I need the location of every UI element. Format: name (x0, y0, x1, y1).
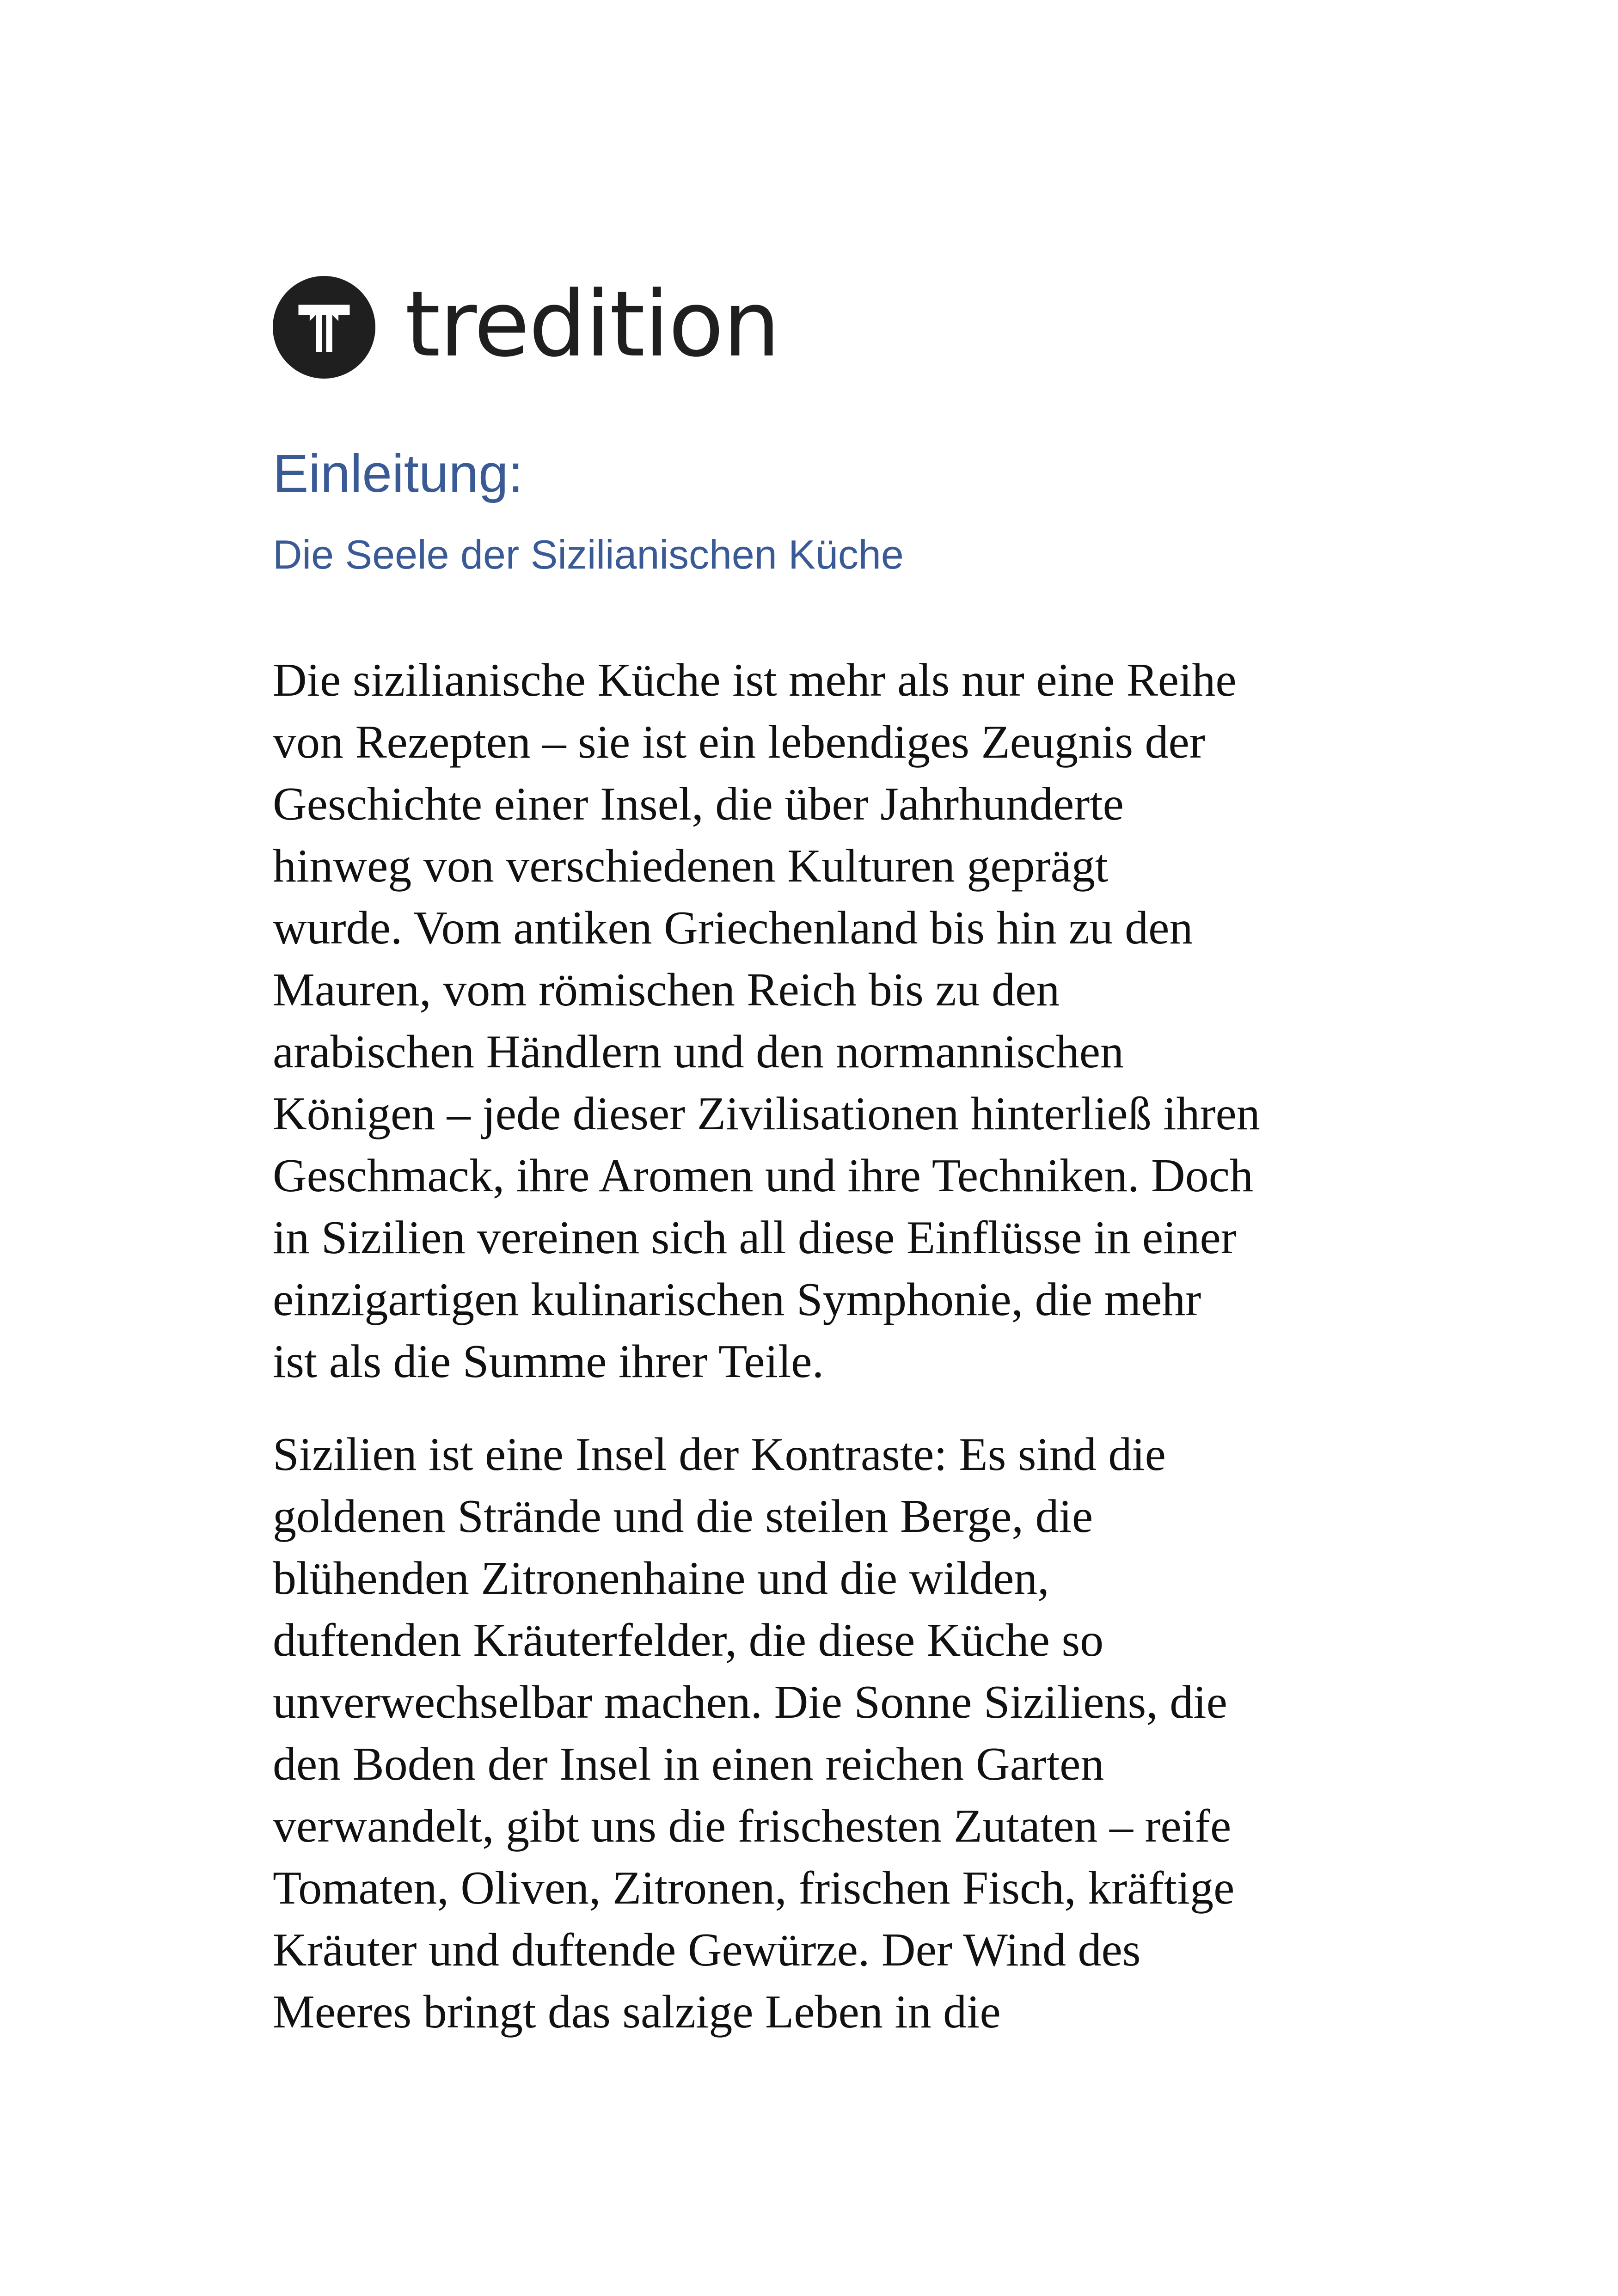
publisher-logo (273, 272, 779, 383)
text-line: Kräuter und duftende Gewürze. Der Wind des (273, 1924, 1141, 1976)
logo-wordmark: tredition (405, 272, 780, 377)
text-line: den Boden der Insel in einen reichen Garten (273, 1738, 1104, 1790)
paragraph (273, 649, 1382, 1393)
text-line: duftenden Kräuterfelder, die diese Küche so (273, 1614, 1104, 1666)
text-line: einzigartigen kulinarischen Symphonie, die mehr (273, 1274, 1201, 1326)
text-line: Königen – jede dieser Zivilisationen hinterließ ihren (273, 1088, 1260, 1140)
text-line: Geschmack, ihre Aromen und ihre Techniken. Doch (273, 1150, 1253, 1202)
text-line: Die sizilianische Küche ist mehr als nur eine Reihe (273, 654, 1237, 706)
chapter-subtitle: Die Seele der Sizilianischen Küche (273, 532, 904, 577)
text-line: von Rezepten – sie ist ein lebendiges Zeugnis der (273, 716, 1205, 768)
text-line: Tomaten, Oliven, Zitronen, frischen Fisch, kräftige (273, 1862, 1235, 1914)
text-line: blühenden Zitronenhaine und die wilden, (273, 1552, 1049, 1604)
chapter-title: Einleitung: (273, 443, 523, 503)
text-line: unverwechselbar machen. Die Sonne Siziliens, die (273, 1676, 1227, 1728)
text-line: goldenen Strände und die steilen Berge, die (273, 1490, 1093, 1543)
text-line: Mauren, vom römischen Reich bis zu den (273, 964, 1060, 1016)
tredition-logo-icon (273, 276, 375, 379)
text-line: verwandelt, gibt uns die frischesten Zutaten – reife (273, 1800, 1232, 1852)
text-line: Sizilien ist eine Insel der Kontraste: Es sind die (273, 1428, 1166, 1481)
text-line: hinweg von verschiedenen Kulturen geprägt (273, 840, 1109, 892)
text-line: arabischen Händlern und den normannischen (273, 1026, 1124, 1078)
text-line: ist als die Summe ihrer Teile. (273, 1335, 824, 1388)
paragraph (273, 1424, 1382, 2043)
text-line: in Sizilien vereinen sich all diese Einflüsse in einer (273, 1212, 1237, 1264)
text-line: Meeres bringt das salzige Leben in die (273, 1986, 1001, 2038)
text-line: wurde. Vom antiken Griechenland bis hin zu den (273, 902, 1193, 954)
text-line: Geschichte einer Insel, die über Jahrhunderte (273, 778, 1124, 830)
